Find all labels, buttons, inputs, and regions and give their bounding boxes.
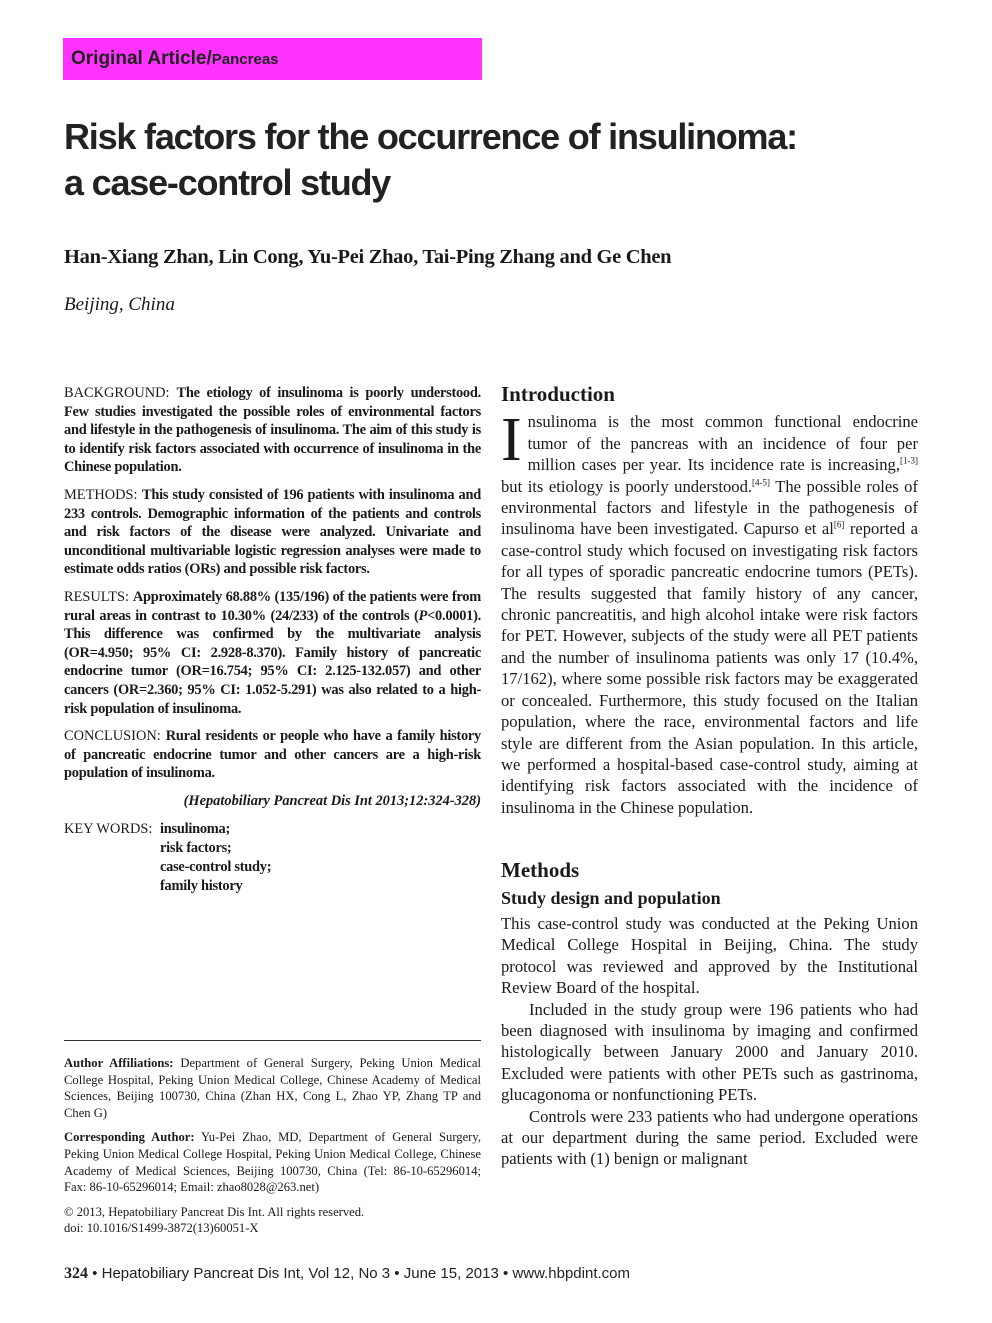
keyword-item: case-control study; xyxy=(160,859,272,876)
footer-url[interactable]: www.hbpdint.com xyxy=(512,1265,630,1282)
affiliations xyxy=(64,1055,481,1245)
author-location: Beijing, China xyxy=(64,294,175,315)
main-text-column xyxy=(501,384,918,1170)
study-design-subheading: Study design and population xyxy=(501,887,721,908)
footer-date: June 15, 2013 xyxy=(403,1265,499,1282)
background-label: BACKGROUND: xyxy=(64,385,170,401)
article-type-banner xyxy=(63,38,482,80)
banner-separator: / xyxy=(206,48,212,69)
intro-text-2: but its etiology is poorly understood. xyxy=(501,476,753,496)
methods-paragraph: Controls were 233 patients who had undergone operations at our department during the same period. Excluded were patients with (1) benign or malignant xyxy=(501,1106,918,1169)
intro-text-4: reported a case-control study which focused on investigating risk factors for all types of sporadic pancreatic endocrine tumors (PETs). The results suggested that family history of any cancer, chronic pancreatitis, and high alcohol intake were risk factors for PET. However, subjects of the study were all PET patients and the number of insulinoma patients was only 17 (10.4%, 17/162), where some possible risk factors may be exaggerated or concealed. Furthermore, this study focused on the Italian population, where the race, environmental factors and life style are different from the Asian population. In this article, we performed a hospital-based case-control study, aiming at identifying risk factors associated with the incidence of insulinoma in the Chinese population. xyxy=(501,519,919,817)
intro-text-3: The possible roles of environmental factors and lifestyle in the pathogenesis of insulinoma have been investigated. Capurso et al xyxy=(501,476,919,539)
author-list: Han-Xiang Zhan, Lin Cong, Yu-Pei Zhao, Tai-Ping Zhang and Ge Chen xyxy=(64,246,672,268)
abstract-conclusion xyxy=(64,727,481,783)
article-section-label: Pancreas xyxy=(211,51,279,68)
methods-heading: Methods xyxy=(501,858,580,883)
methods-paragraph: Included in the study group were 196 patients who had been diagnosed with insulinoma by imaging and confirmed histologically between January 2000 and January 2010. Excluded were patients with other PETs such as gastrinoma, glucagonoma or nonfunctioning PETs. xyxy=(501,999,918,1105)
title-line-1: Risk factors for the occurrence of insulinoma: xyxy=(64,116,797,157)
keywords-label: KEY WORDS: xyxy=(64,821,153,838)
methods-section xyxy=(501,860,918,1170)
affiliation-divider xyxy=(64,1040,481,1041)
abstract-methods xyxy=(64,486,481,579)
abstract-results xyxy=(64,588,481,718)
corresponding-author xyxy=(64,1129,481,1195)
methods-paragraph: This case-control study was conducted at the Peking Union Medical College Hospital in Beijing, China. The study protocol was reviewed and approved by the Institutional Review Board of the hospital. xyxy=(501,913,918,998)
reference-citation: [6] xyxy=(833,519,845,530)
title-line-2: a case-control study xyxy=(64,162,391,203)
introduction-paragraph xyxy=(501,406,919,818)
copyright-block xyxy=(64,1204,481,1237)
results-p-symbol: P xyxy=(418,607,428,624)
keywords-list xyxy=(160,820,271,896)
copyright-notice: © 2013, Hepatobiliary Pancreat Dis Int. All rights reserved. xyxy=(64,1204,365,1219)
author-affiliations-label: Author Affiliations: xyxy=(64,1056,174,1070)
drop-cap: I xyxy=(501,406,522,475)
conclusion-text: Rural residents or people who have a family history of pancreatic endocrine tumor and other cancers are a high-risk population of insulinoma. xyxy=(64,728,481,782)
author-affiliations-text: Department of General Surgery, Peking Union Medical College Hospital, Peking Union Medical College, Chinese Academy of Medical Sciences, Beijing 100730, China (Zhan HX, Cong L, Zhao YP, Zhang TP and Chen G) xyxy=(64,1056,481,1120)
article-type-label: Original Article xyxy=(71,48,207,69)
keyword-item: family history xyxy=(160,878,243,895)
footer-volume: Vol 12, xyxy=(308,1265,355,1282)
article-title xyxy=(64,114,944,206)
methods-label: METHODS: xyxy=(64,486,138,503)
background-text: The etiology of insulinoma is poorly understood. Few studies investigated the possible roles of environmental factors and lifestyle in the pathogenesis of insulinoma. The aim of this study is to identify risk factors associated with occurrence of insulinoma in the Chinese population. xyxy=(64,385,481,476)
keywords xyxy=(64,820,481,896)
intro-text-1: nsulinoma is the most common functional endocrine tumor of the pancreas with an incidence of four per million cases per year. Its incidence rate is increasing, xyxy=(527,412,918,475)
author-affiliations xyxy=(64,1055,481,1121)
keyword-item: risk factors; xyxy=(160,840,232,857)
page-number: 324 xyxy=(64,1265,88,1282)
page-footer xyxy=(64,1265,630,1283)
keyword-item: insulinoma; xyxy=(160,821,231,838)
results-label: RESULTS: xyxy=(64,588,130,605)
footer-bullet: • xyxy=(503,1265,509,1282)
introduction-heading: Introduction xyxy=(501,382,615,406)
results-text xyxy=(64,589,481,717)
footer-journal: Hepatobiliary Pancreat Dis Int, xyxy=(101,1265,305,1282)
footer-bullet: • xyxy=(92,1265,98,1282)
corresponding-author-text: Yu-Pei Zhao, MD, Department of General Surgery, Peking Union Medical College Hospital, Peking Union Medical College, Chinese Academy of Medical Sciences, Beijing 100730, China (Tel: 86-10-65296014; Fax: 86-10-65296014; Email: zhao8028@263.net) xyxy=(64,1130,481,1195)
results-text-part-1: Approximately 68.88% (135/196) of the patients were from rural areas in contrast to 10.30% (24/233) of the controls ( xyxy=(64,588,481,624)
journal-citation: (Hepatobiliary Pancreat Dis Int 2013;12:324-328) xyxy=(183,792,481,809)
methods-text: This study consisted of 196 patients with insulinoma and 233 controls. Demographic information of the patients and controls and risk factors of the disease were analyzed. Univariate and unconditional multivariable logistic regression analyses were made to estimate odds ratios (ORs) and possible risk factors. xyxy=(64,486,481,578)
reference-citation: [4-5] xyxy=(752,477,771,488)
results-text-part-2: <0.0001). This difference was confirmed by the multivariate analysis (OR=4.950; 95% CI: 2.928-8.370). Family history of pancreatic endocrine tumor (OR=16.754; 95% CI: 2.125-132.057) and other cancers (OR=2.360; 95% CI: 1.052-5.291) was also related to a high-risk population of insulinoma. xyxy=(64,607,481,717)
conclusion-label: CONCLUSION: xyxy=(64,728,161,745)
abstract xyxy=(64,384,481,896)
doi: doi: 10.1016/S1499-3872(13)60051-X xyxy=(64,1221,259,1236)
reference-citation: [1-3] xyxy=(900,455,918,466)
abstract-background xyxy=(64,384,481,477)
footer-bullet: • xyxy=(394,1265,400,1282)
footer-issue: No 3 xyxy=(358,1265,391,1282)
corresponding-author-label: Corresponding Author: xyxy=(64,1130,195,1145)
